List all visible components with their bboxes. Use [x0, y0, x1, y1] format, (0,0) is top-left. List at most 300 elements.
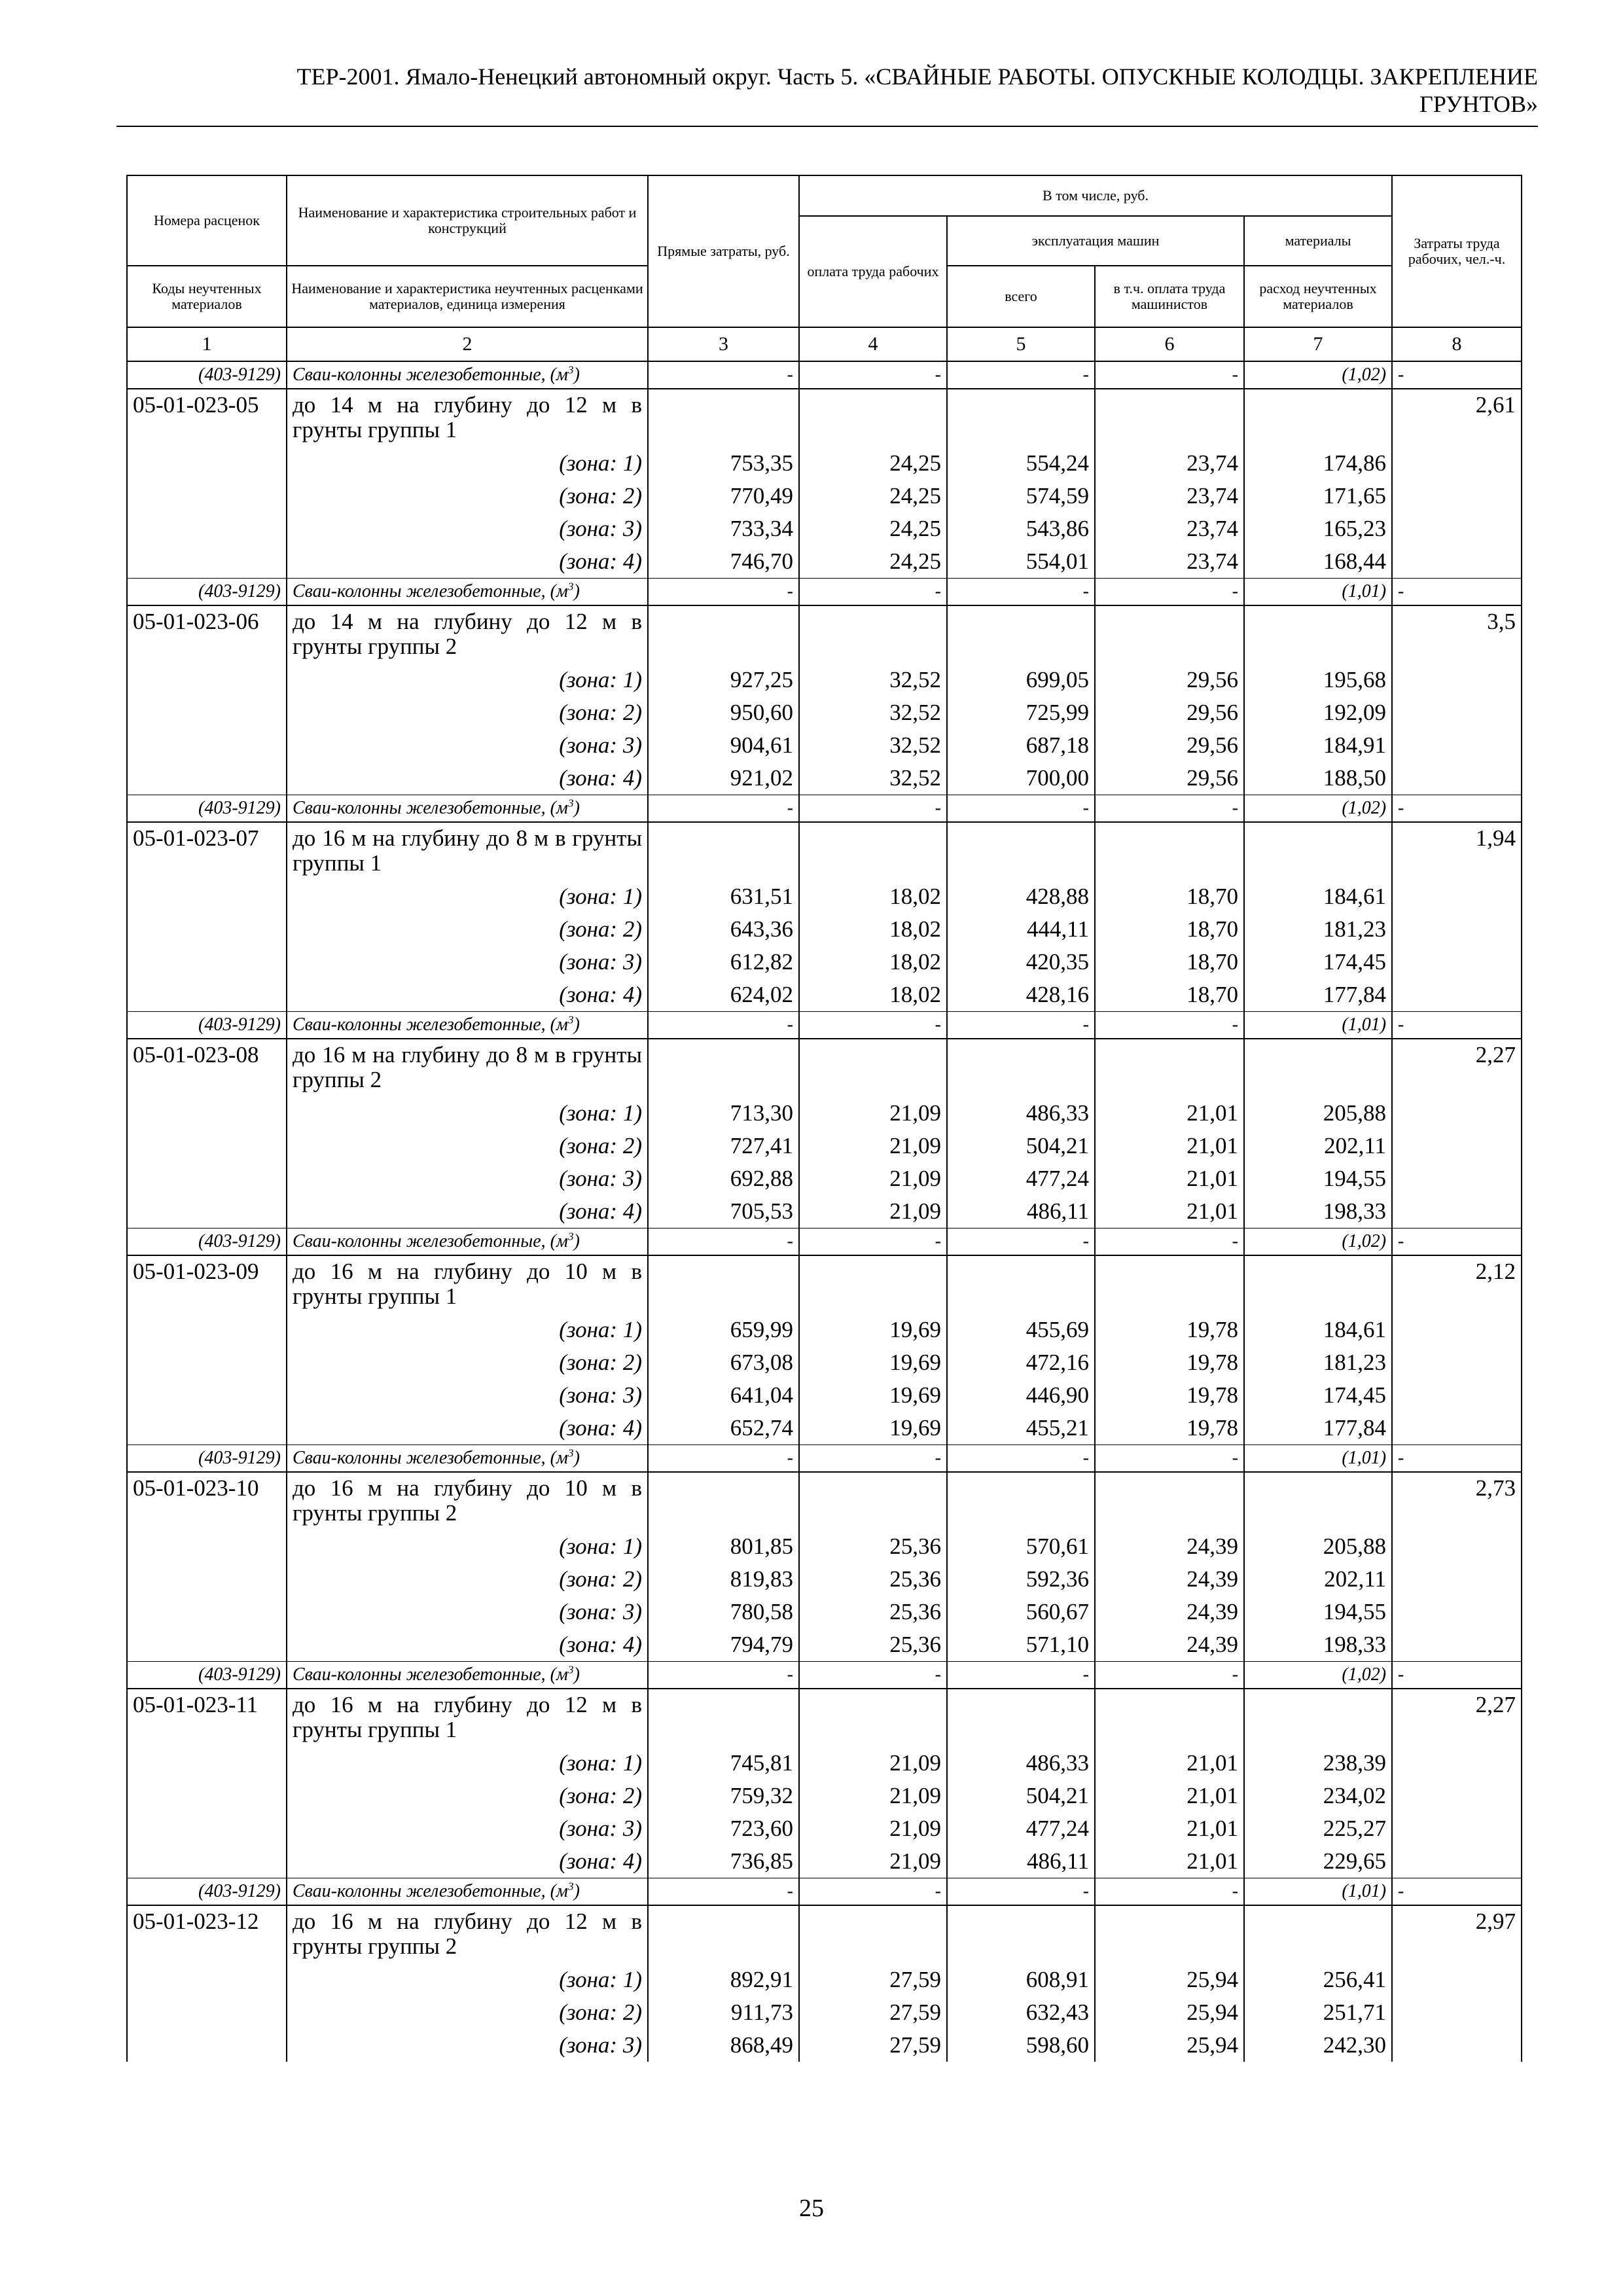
empty-cell [799, 1255, 947, 1314]
zone-label: (зона: 1) [287, 447, 648, 480]
worker-wages: 18,02 [799, 880, 947, 913]
empty-cell [648, 1472, 799, 1530]
materials-cost: 205,88 [1244, 1530, 1392, 1563]
empty-cell [799, 1472, 947, 1530]
zone-row [127, 913, 1522, 946]
rate-code: 05-01-023-11 [127, 1689, 287, 1747]
empty-cell [1392, 1964, 1522, 1996]
header-line-1: ТЕР-2001. Ямало-Ненецкий автономный округ. Часть 5. «СВАЙНЫЕ РАБОТЫ. ОПУСКНЫЕ КОЛОДЦЫ. ЗАКРЕПЛЕНИЕ [296, 63, 1538, 90]
rate-row [127, 1039, 1522, 1097]
empty-cell [1095, 1472, 1244, 1530]
zone-row [127, 512, 1522, 545]
zone-row [127, 664, 1522, 696]
zone-label: (зона: 3) [287, 1812, 648, 1845]
empty-cell [127, 978, 287, 1012]
machine-total: 560,67 [947, 1596, 1095, 1628]
dash-cell: - [1392, 1662, 1522, 1689]
empty-cell [1095, 1905, 1244, 1964]
zone-row [127, 978, 1522, 1012]
zone-label: (зона: 4) [287, 1195, 648, 1229]
zone-row [127, 1314, 1522, 1346]
machinist-wages: 21,01 [1095, 1845, 1244, 1878]
col1-head-bottom: Коды неучтенных материалов [127, 266, 287, 327]
materials-cost: 165,23 [1244, 512, 1392, 545]
direct-cost: 727,41 [648, 1130, 799, 1162]
materials-cost: 202,11 [1244, 1563, 1392, 1596]
dash-cell: - [799, 1878, 947, 1906]
empty-cell [127, 1628, 287, 1662]
dash-cell: - [799, 579, 947, 606]
materials-cost: 194,55 [1244, 1162, 1392, 1195]
direct-cost: 624,02 [648, 978, 799, 1012]
empty-cell [127, 762, 287, 795]
direct-cost: 673,08 [648, 1346, 799, 1379]
zone-row [127, 762, 1522, 795]
dash-cell: - [947, 795, 1095, 823]
direct-cost: 927,25 [648, 664, 799, 696]
direct-cost: 641,04 [648, 1379, 799, 1412]
labor-cost: 2,27 [1392, 1689, 1522, 1747]
direct-cost: 692,88 [648, 1162, 799, 1195]
empty-cell [127, 1964, 287, 1996]
empty-cell [648, 389, 799, 447]
direct-cost: 753,35 [648, 447, 799, 480]
dash-cell: - [799, 1012, 947, 1039]
rate-description: до 14 м на глубину до 12 м в грунты группы 2 [287, 605, 648, 664]
zone-label: (зона: 4) [287, 978, 648, 1012]
rate-row [127, 389, 1522, 447]
empty-cell [1244, 389, 1392, 447]
labor-cost: 3,5 [1392, 605, 1522, 664]
empty-cell [127, 1563, 287, 1596]
empty-cell [947, 822, 1095, 880]
dash-cell: - [947, 1662, 1095, 1689]
column-number: 8 [1392, 327, 1522, 361]
material-name: Сваи-колонны железобетонные, $(м^3)$ [287, 795, 648, 823]
empty-cell [127, 447, 287, 480]
worker-wages: 18,02 [799, 913, 947, 946]
machinist-wages: 29,56 [1095, 762, 1244, 795]
zone-row [127, 1195, 1522, 1229]
materials-cost: 184,61 [1244, 1314, 1392, 1346]
dash-cell: - [947, 1445, 1095, 1473]
dash-cell: - [1392, 1878, 1522, 1906]
materials-cost: 198,33 [1244, 1195, 1392, 1229]
material-code: (403-9129) [127, 795, 287, 823]
col2-head-bottom: Наименование и характеристика неучтенных расценками материалов, единица измерения [287, 266, 648, 327]
empty-cell [1392, 762, 1522, 795]
material-quantity: (1,01) [1244, 1012, 1392, 1039]
direct-cost: 921,02 [648, 762, 799, 795]
zone-row [127, 1628, 1522, 1662]
machinist-wages: 24,39 [1095, 1596, 1244, 1628]
zone-label: (зона: 2) [287, 696, 648, 729]
empty-cell [127, 1530, 287, 1563]
empty-cell [127, 913, 287, 946]
empty-cell [1392, 1162, 1522, 1195]
zone-row [127, 480, 1522, 512]
page-header [116, 63, 1538, 118]
zone-row [127, 1379, 1522, 1412]
dash-cell: - [1095, 795, 1244, 823]
material-code: (403-9129) [127, 1229, 287, 1256]
materials-cost: 181,23 [1244, 1346, 1392, 1379]
material-quantity: (1,01) [1244, 1878, 1392, 1906]
empty-cell [1244, 1255, 1392, 1314]
empty-cell [127, 1780, 287, 1812]
empty-cell [127, 1812, 287, 1845]
material-code: (403-9129) [127, 1662, 287, 1689]
material-name: Сваи-колонны железобетонные, $(м^3)$ [287, 1878, 648, 1906]
worker-wages: 24,25 [799, 545, 947, 579]
empty-cell [127, 512, 287, 545]
worker-wages: 21,09 [799, 1097, 947, 1130]
worker-wages: 24,25 [799, 480, 947, 512]
worker-wages: 25,36 [799, 1563, 947, 1596]
zone-label: (зона: 2) [287, 1563, 648, 1596]
column-number: 3 [648, 327, 799, 361]
material-quantity: (1,01) [1244, 579, 1392, 606]
empty-cell [947, 1905, 1095, 1964]
direct-cost: 705,53 [648, 1195, 799, 1229]
col1-head-top: Номера расценок [127, 175, 287, 266]
rate-code: 05-01-023-08 [127, 1039, 287, 1097]
rate-code: 05-01-023-07 [127, 822, 287, 880]
zone-label: (зона: 1) [287, 1314, 648, 1346]
machine-total: 486,11 [947, 1845, 1095, 1878]
material-row [127, 1662, 1522, 1689]
direct-cost: 733,34 [648, 512, 799, 545]
dash-cell: - [799, 361, 947, 389]
materials-cost: 251,71 [1244, 1996, 1392, 2029]
machinist-wages: 18,70 [1095, 913, 1244, 946]
material-row [127, 1012, 1522, 1039]
material-row [127, 579, 1522, 606]
zone-row [127, 1097, 1522, 1130]
zone-label: (зона: 3) [287, 946, 648, 978]
empty-cell [1392, 729, 1522, 762]
materials-cost: 174,86 [1244, 447, 1392, 480]
zone-label: (зона: 3) [287, 1162, 648, 1195]
empty-cell [1095, 389, 1244, 447]
dash-cell: - [799, 795, 947, 823]
empty-cell [1392, 1628, 1522, 1662]
empty-cell [127, 664, 287, 696]
zone-label: (зона: 1) [287, 1747, 648, 1780]
machine-total: 486,11 [947, 1195, 1095, 1229]
machine-total: 554,01 [947, 545, 1095, 579]
worker-wages: 21,09 [799, 1845, 947, 1878]
worker-wages: 24,25 [799, 512, 947, 545]
worker-wages: 21,09 [799, 1747, 947, 1780]
material-row [127, 795, 1522, 823]
empty-cell [127, 880, 287, 913]
worker-wages: 21,09 [799, 1162, 947, 1195]
machine-total: 700,00 [947, 762, 1095, 795]
zone-label: (зона: 1) [287, 880, 648, 913]
empty-cell [799, 1905, 947, 1964]
zone-row [127, 1530, 1522, 1563]
materials-cost: 174,45 [1244, 946, 1392, 978]
material-quantity: (1,01) [1244, 1445, 1392, 1473]
dash-cell: - [947, 579, 1095, 606]
labor-cost: 2,12 [1392, 1255, 1522, 1314]
empty-cell [1392, 1195, 1522, 1229]
zone-label: (зона: 4) [287, 1412, 648, 1445]
zone-label: (зона: 3) [287, 729, 648, 762]
machine-total: 632,43 [947, 1996, 1095, 2029]
empty-cell [1095, 1039, 1244, 1097]
empty-cell [127, 1379, 287, 1412]
machine-total: 455,69 [947, 1314, 1095, 1346]
zone-label: (зона: 4) [287, 1845, 648, 1878]
machinist-wages: 23,74 [1095, 480, 1244, 512]
direct-cost: 868,49 [648, 2029, 799, 2062]
empty-cell [127, 1996, 287, 2029]
empty-cell [947, 1039, 1095, 1097]
column-number: 7 [1244, 327, 1392, 361]
empty-cell [127, 1845, 287, 1878]
dash-cell: - [947, 361, 1095, 389]
machinist-wages: 25,94 [1095, 1996, 1244, 2029]
machine-total: 428,16 [947, 978, 1095, 1012]
machine-total: 554,24 [947, 447, 1095, 480]
empty-cell [127, 1130, 287, 1162]
empty-cell [1392, 1747, 1522, 1780]
machine-total: 543,86 [947, 512, 1095, 545]
materials-cost: 188,50 [1244, 762, 1392, 795]
worker-wages: 25,36 [799, 1628, 947, 1662]
dash-cell: - [648, 1878, 799, 1906]
empty-cell [1244, 1039, 1392, 1097]
col4-head: оплата труда рабочих [799, 216, 947, 327]
empty-cell [648, 822, 799, 880]
rate-row [127, 1905, 1522, 1964]
zone-row [127, 2029, 1522, 2062]
machinist-wages: 19,78 [1095, 1412, 1244, 1445]
machinist-wages: 23,74 [1095, 512, 1244, 545]
column-numbers-row [127, 327, 1522, 361]
dash-cell: - [648, 1229, 799, 1256]
dash-cell: - [947, 1878, 1095, 1906]
zone-row [127, 946, 1522, 978]
dash-cell: - [1095, 1445, 1244, 1473]
materials-cost: 242,30 [1244, 2029, 1392, 2062]
machinist-wages: 19,78 [1095, 1314, 1244, 1346]
materials-cost: 225,27 [1244, 1812, 1392, 1845]
material-row [127, 1445, 1522, 1473]
dash-cell: - [799, 1229, 947, 1256]
material-row [127, 1229, 1522, 1256]
dash-cell: - [1392, 795, 1522, 823]
empty-cell [1392, 1530, 1522, 1563]
zone-label: (зона: 2) [287, 1346, 648, 1379]
zone-row [127, 729, 1522, 762]
direct-cost: 780,58 [648, 1596, 799, 1628]
materials-cost: 256,41 [1244, 1964, 1392, 1996]
col8-head: Затраты труда рабочих, чел.-ч. [1392, 175, 1522, 327]
page-number: 25 [799, 2195, 824, 2222]
machinist-wages: 23,74 [1095, 447, 1244, 480]
machine-total: 571,10 [947, 1628, 1095, 1662]
dash-cell: - [648, 579, 799, 606]
worker-wages: 21,09 [799, 1195, 947, 1229]
rate-row [127, 822, 1522, 880]
empty-cell [1392, 512, 1522, 545]
col5-head: всего [947, 266, 1095, 327]
material-row [127, 361, 1522, 389]
empty-cell [648, 1255, 799, 1314]
rates-table [126, 175, 1522, 2062]
materials-cost: 229,65 [1244, 1845, 1392, 1878]
empty-cell [127, 1314, 287, 1346]
zone-row [127, 1162, 1522, 1195]
machinist-wages: 21,01 [1095, 1195, 1244, 1229]
direct-cost: 819,83 [648, 1563, 799, 1596]
rate-row [127, 1255, 1522, 1314]
empty-cell [127, 545, 287, 579]
column-number: 1 [127, 327, 287, 361]
worker-wages: 27,59 [799, 1964, 947, 1996]
direct-cost: 892,91 [648, 1964, 799, 1996]
machinist-wages: 21,01 [1095, 1780, 1244, 1812]
dash-cell: - [799, 1445, 947, 1473]
group-machines-head: эксплуатация машин [947, 216, 1244, 266]
zone-row [127, 1130, 1522, 1162]
machinist-wages: 19,78 [1095, 1346, 1244, 1379]
column-number: 2 [287, 327, 648, 361]
empty-cell [1095, 605, 1244, 664]
materials-cost: 194,55 [1244, 1596, 1392, 1628]
zone-row [127, 880, 1522, 913]
empty-cell [1095, 1689, 1244, 1747]
machinist-wages: 25,94 [1095, 1964, 1244, 1996]
materials-cost: 168,44 [1244, 545, 1392, 579]
zone-label: (зона: 1) [287, 1097, 648, 1130]
empty-cell [799, 822, 947, 880]
direct-cost: 801,85 [648, 1530, 799, 1563]
col6-head: в т.ч. оплата труда машинистов [1095, 266, 1244, 327]
empty-cell [1392, 696, 1522, 729]
worker-wages: 24,25 [799, 447, 947, 480]
empty-cell [799, 1689, 947, 1747]
material-name: Сваи-колонны железобетонные, $(м^3)$ [287, 1012, 648, 1039]
empty-cell [799, 1039, 947, 1097]
zone-label: (зона: 2) [287, 1780, 648, 1812]
materials-cost: 184,61 [1244, 880, 1392, 913]
material-code: (403-9129) [127, 1445, 287, 1473]
labor-cost: 1,94 [1392, 822, 1522, 880]
dash-cell: - [648, 1445, 799, 1473]
materials-cost: 192,09 [1244, 696, 1392, 729]
dash-cell: - [1095, 1012, 1244, 1039]
empty-cell [1392, 1596, 1522, 1628]
zone-row [127, 1964, 1522, 1996]
dash-cell: - [1392, 1445, 1522, 1473]
materials-cost: 195,68 [1244, 664, 1392, 696]
machinist-wages: 25,94 [1095, 2029, 1244, 2062]
column-number: 4 [799, 327, 947, 361]
direct-cost: 612,82 [648, 946, 799, 978]
rate-description: до 16 м на глубину до 12 м в грунты группы 2 [287, 1905, 648, 1964]
empty-cell [1392, 1412, 1522, 1445]
zone-label: (зона: 1) [287, 664, 648, 696]
machinist-wages: 21,01 [1095, 1812, 1244, 1845]
direct-cost: 652,74 [648, 1412, 799, 1445]
empty-cell [1392, 1812, 1522, 1845]
machinist-wages: 24,39 [1095, 1530, 1244, 1563]
empty-cell [1392, 664, 1522, 696]
worker-wages: 21,09 [799, 1812, 947, 1845]
empty-cell [127, 1195, 287, 1229]
machine-total: 570,61 [947, 1530, 1095, 1563]
machinist-wages: 19,78 [1095, 1379, 1244, 1412]
empty-cell [1392, 447, 1522, 480]
worker-wages: 21,09 [799, 1780, 947, 1812]
worker-wages: 27,59 [799, 2029, 947, 2062]
direct-cost: 904,61 [648, 729, 799, 762]
direct-cost: 745,81 [648, 1747, 799, 1780]
dash-cell: - [947, 1229, 1095, 1256]
zone-label: (зона: 2) [287, 1130, 648, 1162]
empty-cell [1392, 913, 1522, 946]
dash-cell: - [1095, 1662, 1244, 1689]
empty-cell [947, 1472, 1095, 1530]
table-body [127, 327, 1522, 2062]
direct-cost: 713,30 [648, 1097, 799, 1130]
direct-cost: 759,32 [648, 1780, 799, 1812]
labor-cost: 2,27 [1392, 1039, 1522, 1097]
group-materials-head: материалы [1244, 216, 1392, 266]
rate-code: 05-01-023-12 [127, 1905, 287, 1964]
machine-total: 608,91 [947, 1964, 1095, 1996]
dash-cell: - [1392, 1012, 1522, 1039]
zone-row [127, 1563, 1522, 1596]
empty-cell [127, 946, 287, 978]
material-code: (403-9129) [127, 579, 287, 606]
worker-wages: 18,02 [799, 978, 947, 1012]
materials-cost: 184,91 [1244, 729, 1392, 762]
empty-cell [1244, 822, 1392, 880]
worker-wages: 25,36 [799, 1530, 947, 1563]
zone-label: (зона: 1) [287, 1530, 648, 1563]
empty-cell [127, 1412, 287, 1445]
direct-cost: 631,51 [648, 880, 799, 913]
worker-wages: 19,69 [799, 1379, 947, 1412]
worker-wages: 19,69 [799, 1412, 947, 1445]
empty-cell [127, 1097, 287, 1130]
direct-cost: 770,49 [648, 480, 799, 512]
empty-cell [1244, 1689, 1392, 1747]
empty-cell [1392, 480, 1522, 512]
worker-wages: 25,36 [799, 1596, 947, 1628]
zone-label: (зона: 4) [287, 1628, 648, 1662]
machinist-wages: 18,70 [1095, 946, 1244, 978]
machinist-wages: 21,01 [1095, 1130, 1244, 1162]
zone-label: (зона: 3) [287, 1596, 648, 1628]
materials-cost: 234,02 [1244, 1780, 1392, 1812]
empty-cell [1244, 605, 1392, 664]
zone-label: (зона: 3) [287, 1379, 648, 1412]
empty-cell [1392, 978, 1522, 1012]
empty-cell [1392, 1996, 1522, 2029]
empty-cell [799, 389, 947, 447]
header-line-2: ГРУНТОВ» [1419, 91, 1538, 117]
machinist-wages: 21,01 [1095, 1097, 1244, 1130]
direct-cost: 723,60 [648, 1812, 799, 1845]
dash-cell: - [1095, 1229, 1244, 1256]
direct-cost: 659,99 [648, 1314, 799, 1346]
